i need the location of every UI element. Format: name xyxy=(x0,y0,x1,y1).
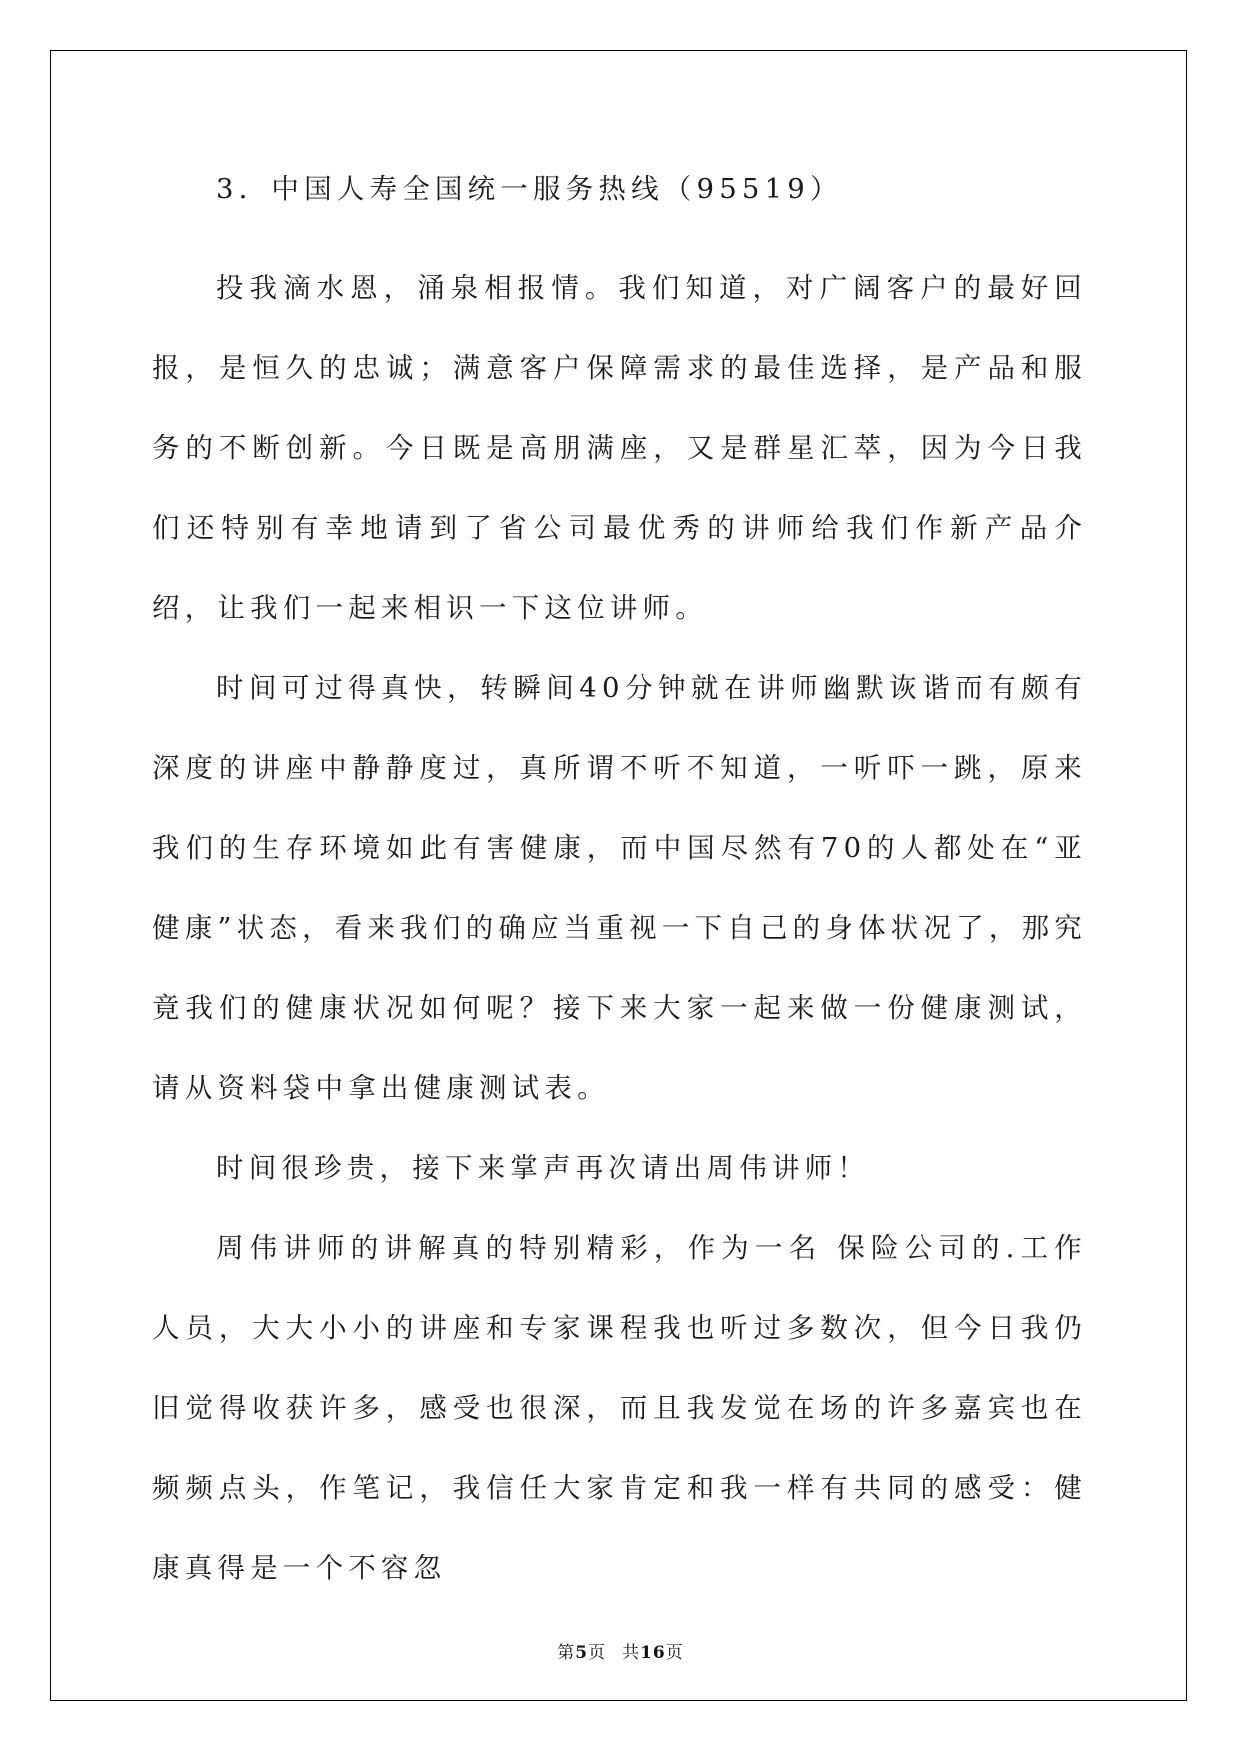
paragraph-lecture-summary: 时间可过得真快，转瞬间40分钟就在讲师幽默诙谐而有颇有深度的讲座中静静度过，真所谓不听不知道，一听吓一跳，原来我们的生存环境如此有害健康，而中国尽然有70的人都处在“亚健康”状态，看来我们的确应当重视一下自己的身体状况了，那究竟我们的健康状况如何呢？接下来大家一起来做一份健康测试，请从资料袋中拿出健康测试表。 xyxy=(152,672,1087,1104)
paragraph-feedback: 周伟讲师的讲解真的特别精彩，作为一名 保险公司的.工作人员，大大小小的讲座和专家课程我也听过多数次，但今日我仍旧觉得收获许多，感受也很深，而且我发觉在场的许多嘉宾也在频频点头，作笔记，我信任大家肯定和我一样有共同的感受：健康真得是一个不容忽 xyxy=(152,1232,1087,1584)
paragraph-intro: 投我滴水恩，涌泉相报情。我们知道，对广阔客户的最好回报，是恒久的忠诚；满意客户保障需求的最佳选择，是产品和服务的不断创新。今日既是高朋满座，又是群星汇萃，因为今日我们还特别有幸地请到了省公司最优秀的讲师给我们作新产品介绍，让我们一起来相识一下这位讲师。 xyxy=(152,272,1087,624)
paragraph-invite-speaker: 时间很珍贵，接下来掌声再次请出周伟讲师！ xyxy=(216,1152,870,1184)
footer-total-prefix: 共 xyxy=(622,1643,641,1663)
paragraph-hotline: 3．中国人寿全国统一服务热线（95519） xyxy=(216,173,843,205)
footer-total-suffix: 页 xyxy=(665,1643,684,1663)
footer-prefix: 第 xyxy=(557,1643,576,1663)
footer-page-number: 5 xyxy=(575,1643,589,1663)
document-body xyxy=(152,168,1087,1608)
footer-total-pages: 16 xyxy=(640,1643,666,1663)
footer-page-suffix: 页 xyxy=(588,1643,607,1663)
page-footer xyxy=(0,1638,1241,1663)
